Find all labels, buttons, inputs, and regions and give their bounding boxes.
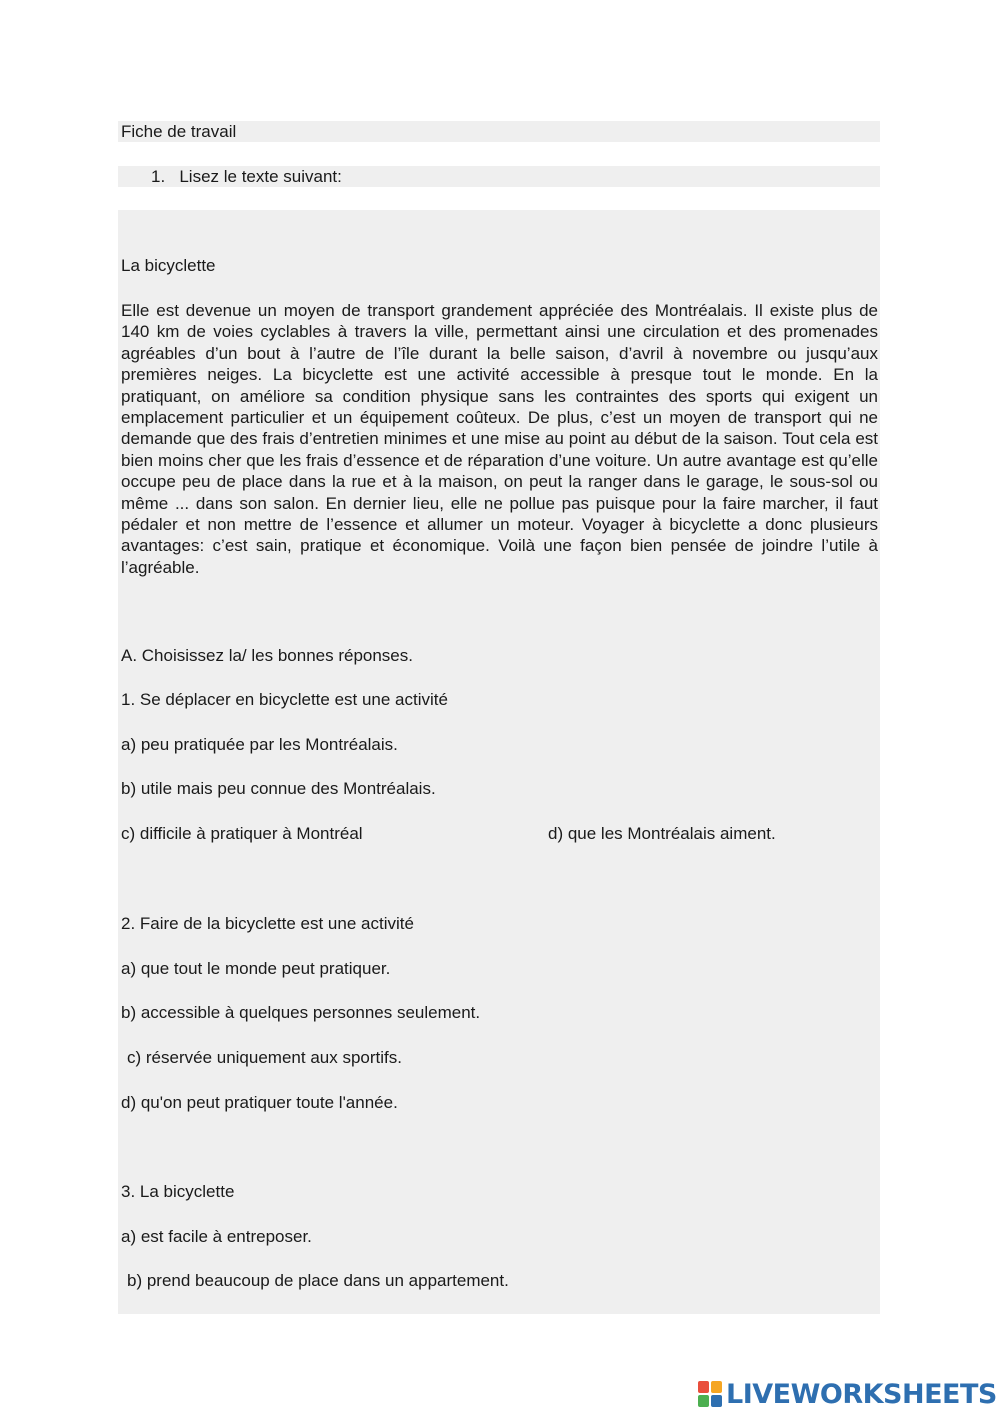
q1-option-a[interactable]: a) peu pratiquée par les Montréalais. [121,735,398,754]
liveworksheets-logo[interactable] [698,1378,997,1410]
logo-square-orange [711,1381,722,1393]
exercise-instruction: A. Choisissez la/ les bonnes réponses. [121,646,413,665]
q1-option-d[interactable]: d) que les Montréalais aiment. [548,824,776,843]
logo-square-red [698,1381,709,1393]
question-3: 3. La bicyclette [121,1182,235,1201]
question-2: 2. Faire de la bicyclette est une activité [121,914,414,933]
q3-option-b[interactable]: b) prend beaucoup de place dans un appartement. [127,1271,509,1290]
q2-option-b[interactable]: b) accessible à quelques personnes seulement. [121,1003,481,1022]
article-title: La bicyclette [121,256,216,275]
reading-instruction: 1. Lisez le texte suivant: [151,167,342,186]
worksheet-title: Fiche de travail [121,122,237,141]
logo-text: LIVEWORKSHEETS [726,1378,997,1410]
question-1: 1. Se déplacer en bicyclette est une activité [121,690,448,709]
logo-icon [698,1381,722,1407]
q2-option-d[interactable]: d) qu'on peut pratiquer toute l'année. [121,1093,398,1112]
q3-option-a[interactable]: a) est facile à entreposer. [121,1227,312,1246]
q1-option-c[interactable]: c) difficile à pratiquer à Montréal [121,824,363,843]
logo-square-blue [711,1395,722,1407]
q1-option-b[interactable]: b) utile mais peu connue des Montréalais. [121,779,436,798]
logo-square-green [698,1395,709,1407]
q2-option-c[interactable]: c) réservée uniquement aux sportifs. [127,1048,402,1067]
article-body: Elle est devenue un moyen de transport grandement appréciée des Montréalais. Il existe plus de 140 km de voies cyclables à travers la ville, permettant ainsi une circulation et des promenades agréables d’un bout à l’autre de l’île durant la belle saison, d’avril à novembre ou jusqu’aux premières neiges. La bicyclette est une activité accessible à presque tout le monde. En la pratiquant, on améliore sa condition physique sans les contraintes des sports qui exigent un emplacement particulier et un équipement coûteux. De plus, c’est un moyen de transport qui ne demande que des frais d’entretien minimes et une mise au point au début de la saison. Tout cela est bien moins cher que les frais d’essence et de réparation d’une voiture. Un autre avantage est qu’elle occupe peu de place dans la rue et à la maison, on peut la ranger dans le garage, le sous-sol ou même ... dans son salon. En dernier lieu, elle ne pollue pas puisque pour la faire marcher, il faut pédaler et non mettre de l’essence et allumer un moteur. Voyager à bicyclette a donc plusieurs avantages: c’est sain, pratique et économique. Voilà une façon bien pensée de joindre l’utile à l’agréable. [121,301,878,577]
q2-option-a[interactable]: a) que tout le monde peut pratiquer. [121,959,391,978]
